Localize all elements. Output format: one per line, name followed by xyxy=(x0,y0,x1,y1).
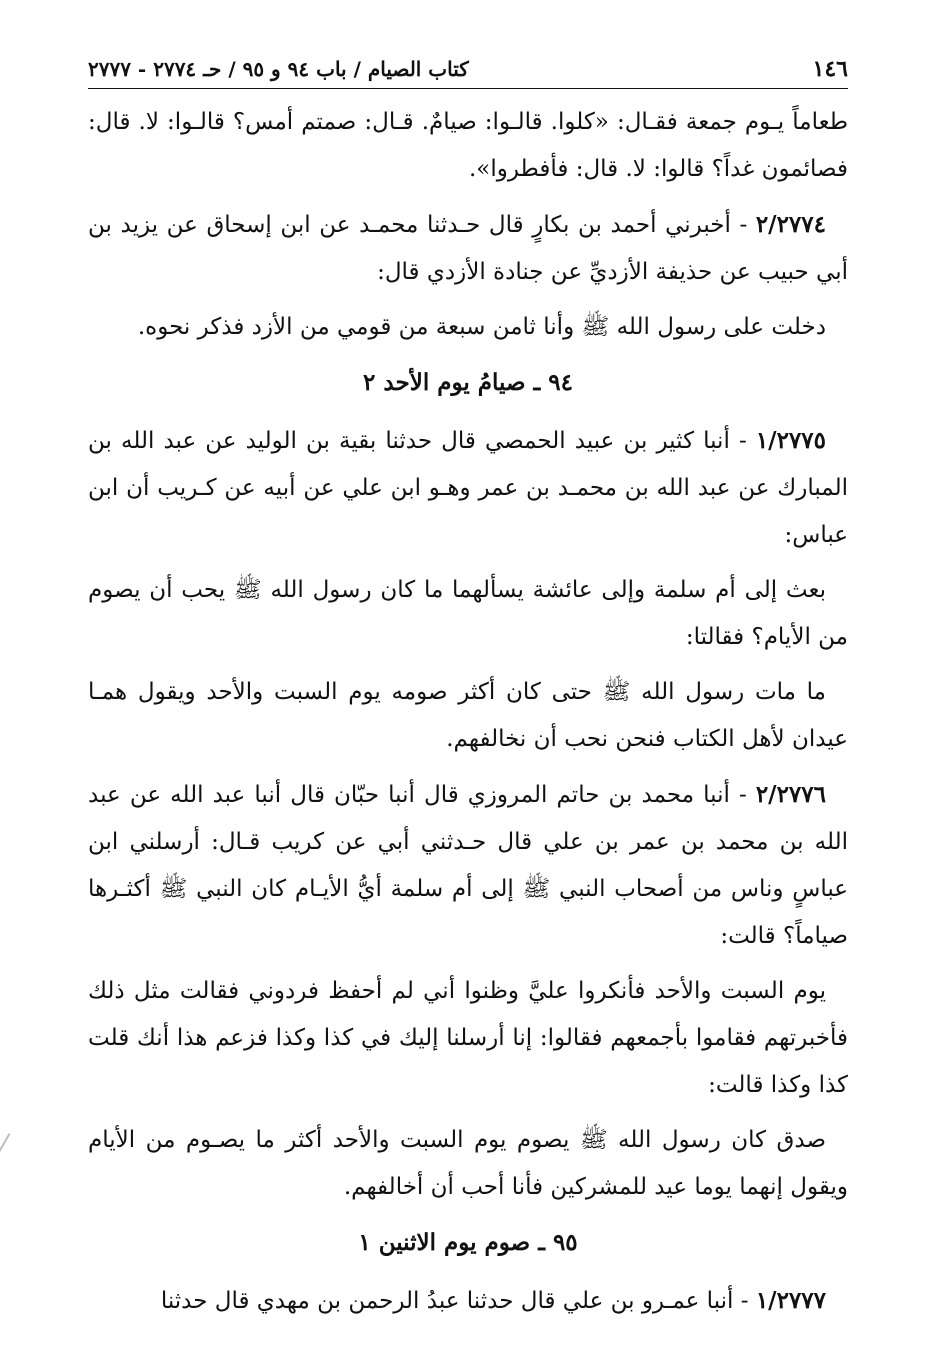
running-title: كتاب الصيام / باب ٩٤ و ٩٥ / حـ ٢٧٧٤ - ٢٧٧٧ xyxy=(88,57,469,81)
hadith-isnad: - أنبا كثير بن عبيد الحمصي قال حدثنا بقية بن الوليد عن عبد الله بن المبارك عن عبد الله بن محمـد بن عمر وهـو ابن علي عن أبيه عن كـريب أن ابن عباس: xyxy=(88,428,848,548)
hadith-isnad: - أنبا محمد بن حاتم المروزي قال أنبا حبّان قال أنبا عبد الله عن عبد الله بن محمد بن عمر بن علي قال حـدثني أبي عن كريب قـال: أرسلني ابن عباسٍ وناس من أصحاب النبي ﷺ إلى أم سلمة أيُّ الأيـام كان النبي ﷺ أكثـرها صياماً؟ قالت: xyxy=(88,782,848,949)
hadith-matn: ما مات رسول الله ﷺ حتى كان أكثر صومه يوم السبت والأحد ويقول همـا عيدان لأهل الكتاب فنحن نحب أن نخالفهم. xyxy=(88,679,848,752)
hadith-2774 xyxy=(88,201,848,296)
chapter-heading-94: ٩٤ ـ صيامُ يوم الأحد ٢ xyxy=(363,369,573,396)
hadith-2777 xyxy=(88,1277,848,1325)
hadith-isnad: - أنبا عمـرو بن علي قال حدثنا عبدُ الرحمن بن مهدي قال حدثنا xyxy=(160,1288,756,1314)
hadith-matn: دخلت على رسول الله ﷺ وأنا ثامن سبعة من قومي من الأزد فذكر نحوه. xyxy=(137,314,826,340)
hadith-2775 xyxy=(88,417,848,559)
hadith-2776 xyxy=(88,771,848,960)
book-page xyxy=(88,54,848,1333)
hadith-number: ١/٢٧٧٧ xyxy=(755,1287,826,1314)
hadith-matn: صدق كان رسول الله ﷺ يصوم يوم السبت والأحد أكثر ما يصـوم من الأيام ويقول إنهما يوما عيد للمشركين فأنا أحب أن أخالفهم. xyxy=(88,1127,848,1200)
hadith-number: ٢/٢٧٧٦ xyxy=(755,781,826,808)
scan-margin-mark xyxy=(0,1133,10,1157)
hadith-matn: بعث إلى أم سلمة وإلى عائشة يسألهما ما كان رسول الله ﷺ يحب أن يصوم من الأيام؟ فقالتا: xyxy=(88,577,848,650)
page-number: ١٤٦ xyxy=(812,56,848,82)
chapter-heading-95: ٩٥ ـ صوم يوم الاثنين ١ xyxy=(358,1229,578,1256)
hadith-number: ١/٢٧٧٥ xyxy=(755,427,826,454)
running-head xyxy=(88,54,848,89)
hadith-isnad: - أخبرني أحمد بن بكارٍ قال حـدثنا محمـد عن ابن إسحاق عن يزيد بن أبي حبيب عن حذيفة الأزديِّ عن جنادة الأزدي قال: xyxy=(88,212,848,285)
hadith-number: ٢/٢٧٧٤ xyxy=(755,211,826,238)
hadith-matn: يوم السبت والأحد فأنكروا عليَّ وظنوا أني لم أحفظ فردوني فقالت مثل ذلك فأخبرتهم فقاموا بأجمعهم فقالوا: إنا أرسلنا إليك في كذا وكذا فزعم هذا أنك قلت كذا وكذا قالت: xyxy=(88,978,848,1098)
paragraph-continuation: طعاماً يـوم جمعة فقـال: «كلوا. قالـوا: صيامٌ. قـال: صمتم أمس؟ قالـوا: لا. قال: فصائمون غداً؟ قالوا: لا. قال: فأفطروا». xyxy=(88,109,848,182)
